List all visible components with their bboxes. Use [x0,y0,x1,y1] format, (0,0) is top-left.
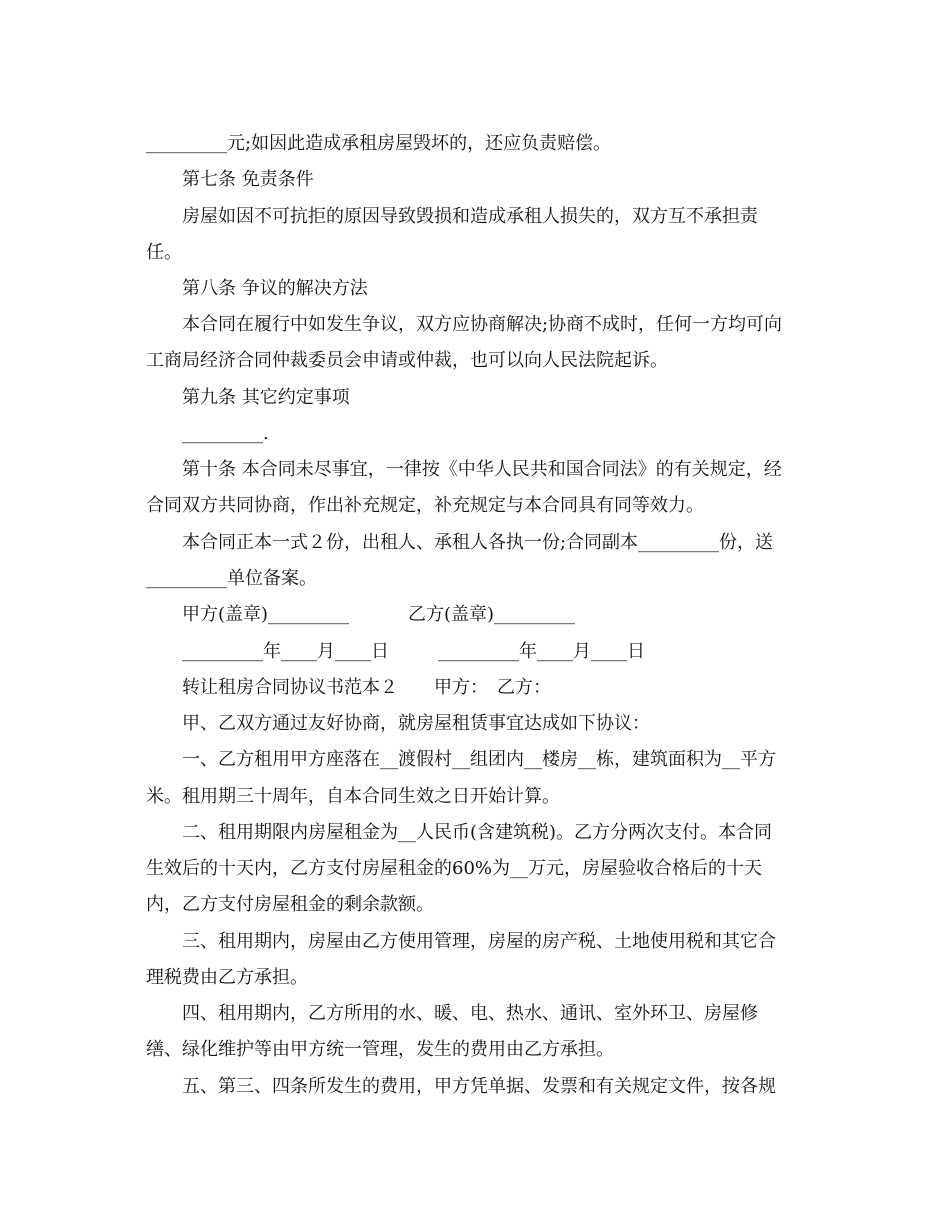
paragraph-line: _________. [182,423,269,444]
paragraph-line: 理税费由乙方承担。 [146,967,308,988]
paragraph-line: 二、租用期限内房屋租金为__人民币(含建筑税)。乙方分两次支付。本合同 [182,822,773,843]
paragraph-line: 工商局经济合同仲裁委员会申请或仲裁，也可以向人民法院起诉。 [146,350,668,371]
article-heading: 第七条 免责条件 [182,169,314,190]
paragraph-line: 任。 [146,242,182,263]
paragraph-line: 内，乙方支付房屋租金的剩余款额。 [146,894,434,915]
paragraph-line: 本合同在履行中如发生争议，双方应协商解决;协商不成时，任何一方均可向 [182,314,783,335]
paragraph-line: 米。租用期三十周年，自本合同生效之日开始计算。 [146,786,560,807]
paragraph-line: _________单位备案。 [146,568,317,589]
paragraph-line: 生效后的十天内，乙方支付房屋租金的60%为__万元，房屋验收合格后的十天 [146,858,763,879]
party-b-date-line: _________年____月____日 [438,641,645,662]
party-a-date-line: _________年____月____日 [182,641,389,662]
paragraph-line: 五、第三、四条所发生的费用，甲方凭单据、发票和有关规定文件，按各规 [182,1076,776,1097]
paragraph-line: 本合同正本一式２份，出租人、承租人各执一份;合同副本_________份，送 [182,532,774,553]
party-a-seal-line: 甲方(盖章)_________ [182,604,350,625]
paragraph-line: 合同双方共同协商，作出补充规定，补充规定与本合同具有同等效力。 [146,495,704,516]
paragraph-line: 房屋如因不可抗拒的原因导致毁损和造成承租人损失的，双方互不承担责 [182,206,758,227]
paragraph-line: 四、租用期内，乙方所用的水、暖、电、热水、通讯、室外环卫、房屋修 [182,1003,758,1024]
paragraph-line: _________元;如因此造成承租房屋毁坏的，还应负责赔偿。 [146,133,612,154]
article-heading: 第八条 争议的解决方法 [182,278,368,299]
paragraph-line: 第十条 本合同未尽事宜，一律按《中华人民共和国合同法》的有关规定，经 [182,459,782,480]
paragraph-line: 甲、乙双方通过友好协商，就房屋租赁事宜达成如下协议： [182,713,650,734]
paragraph-line: 一、乙方租用甲方座落在__渡假村__组团内__楼房__栋，建筑面积为__平方 [182,749,776,770]
section-title: 转让租房合同协议书范本２ 甲方： 乙方： [182,677,551,698]
paragraph-line: 缮、绿化维护等由甲方统一管理，发生的费用由乙方承担。 [146,1039,614,1060]
article-heading: 第九条 其它约定事项 [182,387,350,408]
party-b-seal-line: 乙方(盖章)_________ [408,604,576,625]
paragraph-line: 三、租用期内，房屋由乙方使用管理，房屋的房产税、土地使用税和其它合 [182,931,776,952]
